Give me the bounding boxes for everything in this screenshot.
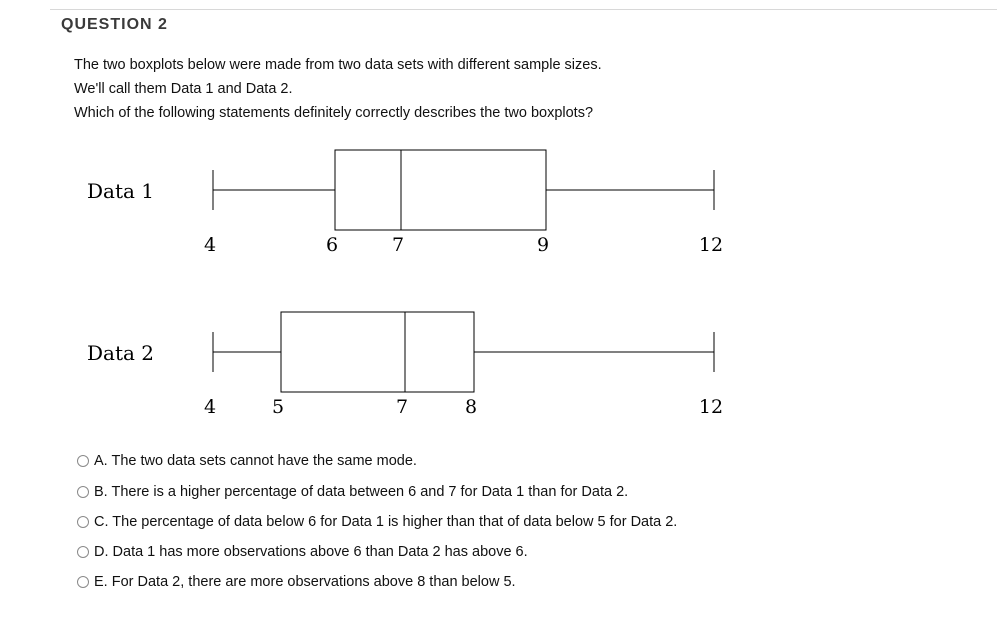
- option-b-label: B. There is a higher percentage of data between 6 and 7 for Data 1 than for Data 2.: [94, 484, 629, 500]
- option-b[interactable]: [77, 483, 628, 501]
- data1-tick-label: 6: [325, 234, 339, 256]
- data1-box: [335, 150, 546, 230]
- option-c-label: C. The percentage of data below 6 for Data 1 is higher than that of data below 5 for Data 2.: [94, 514, 678, 530]
- question-line-2: We'll call them Data 1 and Data 2.: [74, 81, 293, 97]
- data2-tick-label: 7: [395, 396, 409, 418]
- radio-option-e[interactable]: [77, 576, 89, 588]
- data1-tick-label: 9: [536, 234, 550, 256]
- option-a-label: A. The two data sets cannot have the same mode.: [94, 453, 417, 469]
- radio-option-d[interactable]: [77, 546, 89, 558]
- question-line-1: The two boxplots below were made from two data sets with different sample sizes.: [74, 57, 602, 73]
- option-d-label: D. Data 1 has more observations above 6 than Data 2 has above 6.: [94, 544, 528, 560]
- data2-tick-label: 8: [464, 396, 478, 418]
- question-title: QUESTION 2: [61, 16, 168, 33]
- option-c[interactable]: [77, 513, 677, 531]
- data2-tick-label: 12: [698, 396, 724, 418]
- radio-option-c[interactable]: [77, 516, 89, 528]
- data2-label: Data 2: [87, 341, 155, 365]
- data2-box: [281, 312, 474, 392]
- data1-label: Data 1: [87, 179, 155, 203]
- data1-tick-label: 7: [391, 234, 405, 256]
- option-a[interactable]: [77, 452, 417, 470]
- option-e-label: E. For Data 2, there are more observations above 8 than below 5.: [94, 574, 516, 590]
- data2-tick-label: 4: [203, 396, 217, 418]
- data1-tick-label: 12: [698, 234, 724, 256]
- data2-tick-label: 5: [271, 396, 285, 418]
- question-line-3: Which of the following statements definitely correctly describes the two boxplots?: [74, 105, 594, 121]
- radio-option-b[interactable]: [77, 486, 89, 498]
- radio-option-a[interactable]: [77, 455, 89, 467]
- option-d[interactable]: [77, 543, 528, 561]
- data1-tick-label: 4: [203, 234, 217, 256]
- option-e[interactable]: [77, 573, 516, 591]
